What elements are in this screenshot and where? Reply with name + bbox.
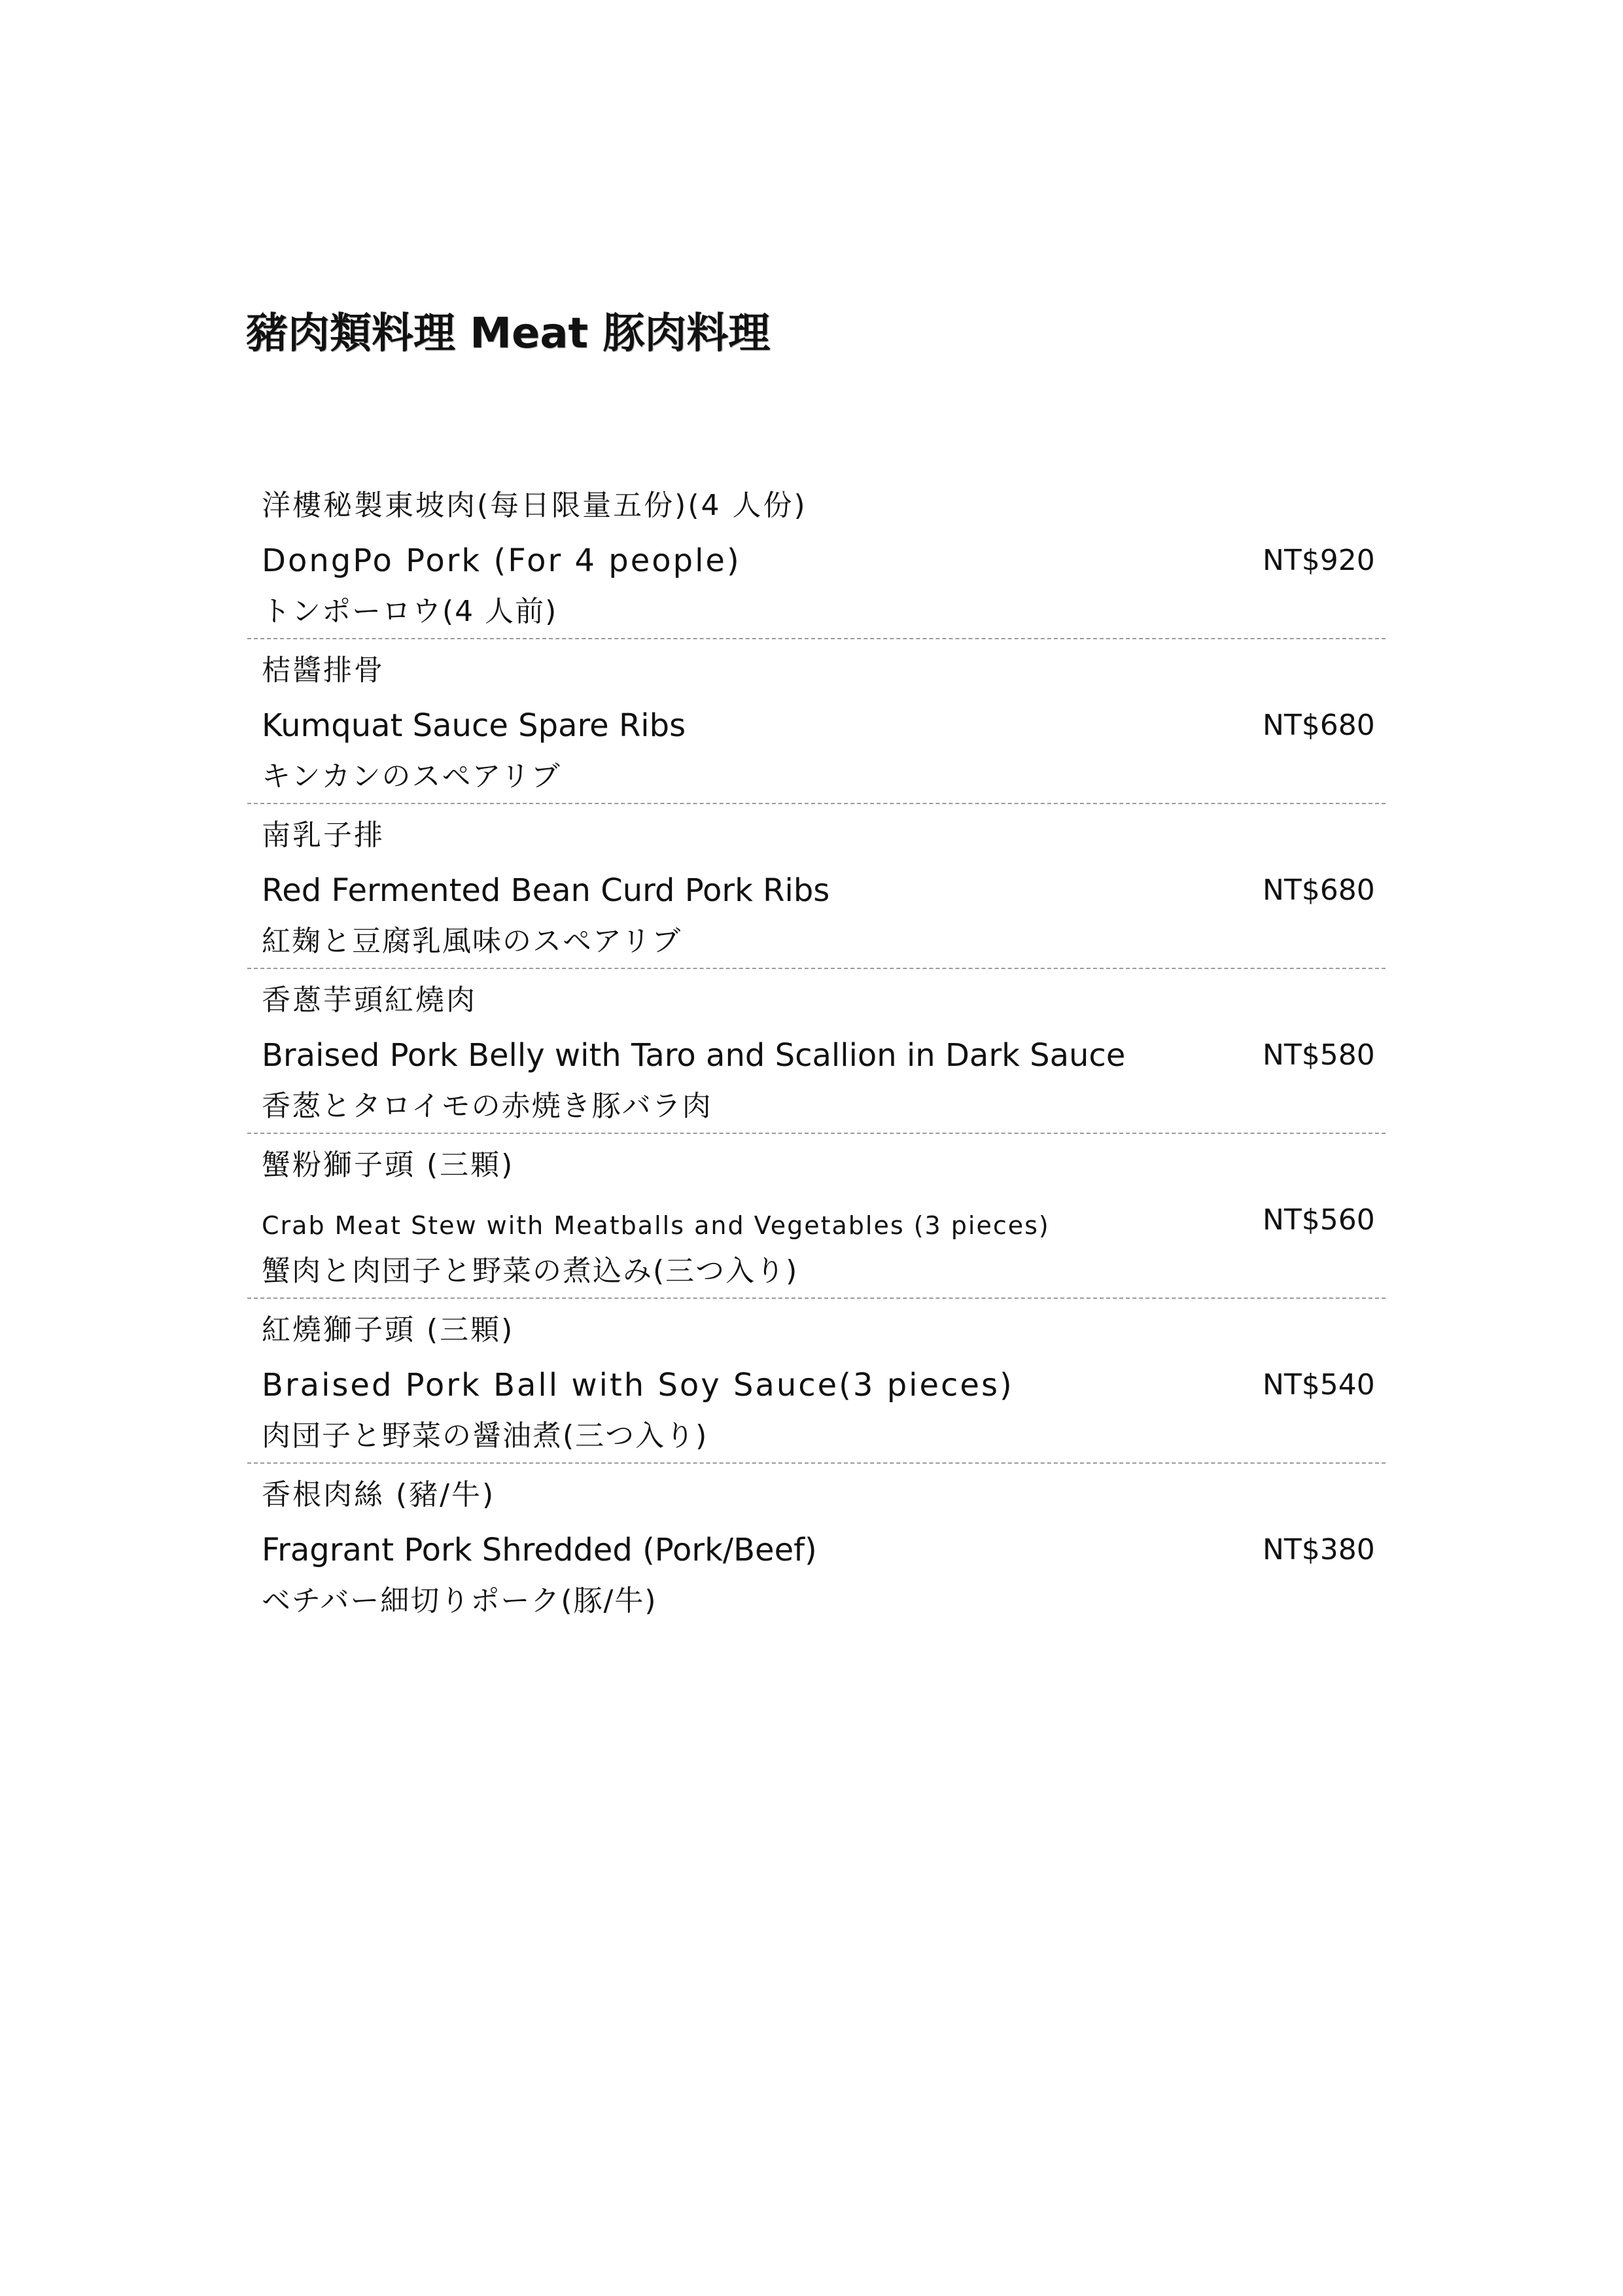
dish-japanese-name: ベチバー細切りポーク(豚/牛) xyxy=(262,1584,657,1617)
dish-english-name: Braised Pork Ball with Soy Sauce(3 pieces) xyxy=(262,1367,1014,1404)
dish-english-name: Crab Meat Stew with Meatballs and Vegetables (3 pieces) xyxy=(262,1211,1050,1240)
dish-japanese-name: 紅麹と豆腐乳風味のスペアリブ xyxy=(262,925,682,958)
dish-price: NT$540 xyxy=(1263,1368,1375,1402)
dish-japanese-name: 肉団子と野菜の醤油煮(三つ入り) xyxy=(262,1419,708,1453)
page-title: 豬肉類料理 Meat 豚肉料理 xyxy=(246,309,771,358)
menu-item-crab-meat-stew xyxy=(247,1134,1386,1299)
dish-japanese-name: キンカンのスペアリブ xyxy=(262,760,561,793)
menu-list xyxy=(247,474,1386,1629)
dish-chinese-name: 香根肉絲 (豬/牛) xyxy=(262,1478,496,1511)
menu-item-dongpo-pork xyxy=(247,474,1386,639)
dish-price: NT$920 xyxy=(1263,544,1375,577)
dish-english-name: Kumquat Sauce Spare Ribs xyxy=(262,707,686,744)
dish-chinese-name: 洋樓秘製東坡肉(每日限量五份)(4 人份) xyxy=(262,489,807,522)
dish-chinese-name: 香蔥芋頭紅燒肉 xyxy=(262,983,477,1017)
dish-price: NT$680 xyxy=(1263,874,1375,907)
menu-item-bean-curd-pork-ribs xyxy=(247,804,1386,969)
menu-item-kumquat-spare-ribs xyxy=(247,639,1386,804)
dish-japanese-name: 香葱とタロイモの赤焼き豚バラ肉 xyxy=(262,1089,712,1123)
dish-chinese-name: 桔醬排骨 xyxy=(262,654,385,687)
dish-japanese-name: トンポーロウ(4 人前) xyxy=(262,595,558,628)
dish-english-name: Fragrant Pork Shredded (Pork/Beef) xyxy=(262,1532,817,1568)
dish-price: NT$680 xyxy=(1263,709,1375,742)
dish-english-name: DongPo Pork (For 4 people) xyxy=(262,542,741,579)
dish-english-name: Braised Pork Belly with Taro and Scallion in Dark Sauce xyxy=(262,1037,1126,1074)
dish-price: NT$580 xyxy=(1263,1038,1375,1072)
menu-item-fragrant-pork-shredded xyxy=(247,1464,1386,1629)
dish-english-name: Red Fermented Bean Curd Pork Ribs xyxy=(262,872,830,909)
dish-chinese-name: 紅燒獅子頭 (三顆) xyxy=(262,1313,515,1347)
dish-price: NT$380 xyxy=(1263,1533,1375,1566)
dish-chinese-name: 南乳子排 xyxy=(262,819,385,852)
dish-chinese-name: 蟹粉獅子頭 (三顆) xyxy=(262,1148,515,1182)
dish-price: NT$560 xyxy=(1263,1203,1375,1237)
dish-japanese-name: 蟹肉と肉団子と野菜の煮込み(三つ入り) xyxy=(262,1254,799,1288)
menu-item-braised-pork-ball xyxy=(247,1299,1386,1464)
menu-item-braised-pork-belly xyxy=(247,969,1386,1134)
